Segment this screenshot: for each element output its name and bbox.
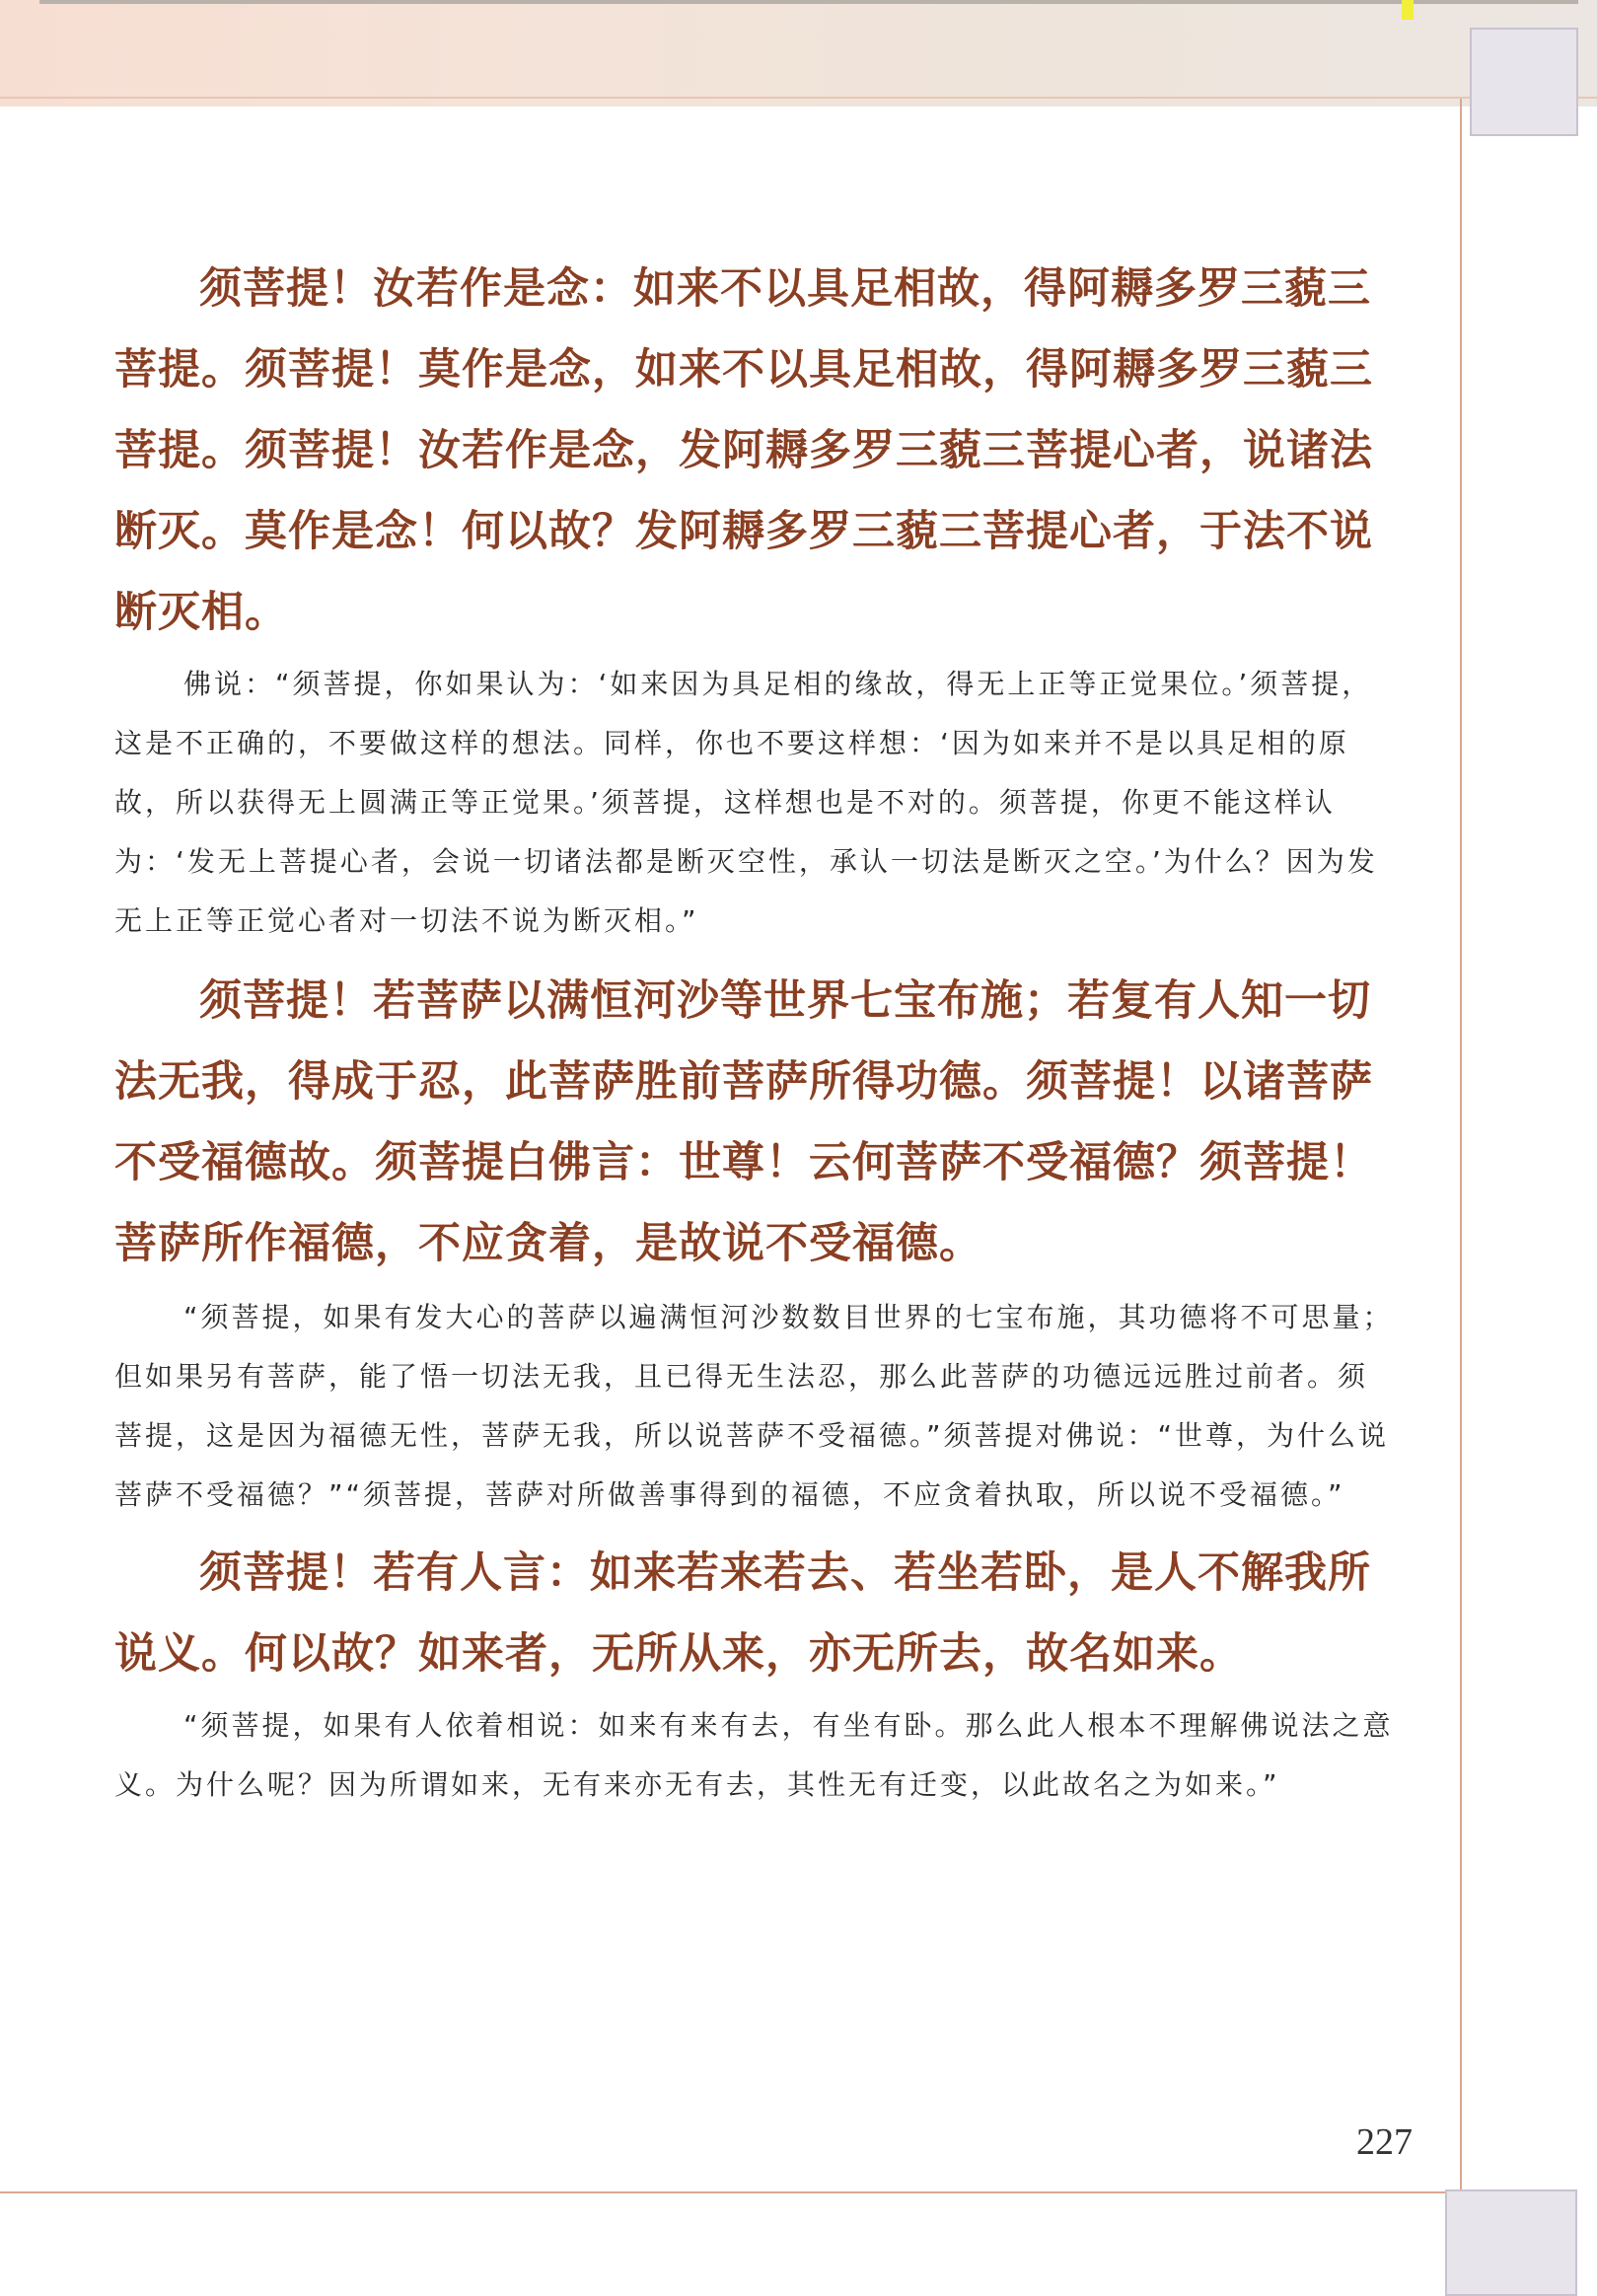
- frame-bottom-rule: [0, 2191, 1462, 2193]
- page-number: 227: [1356, 2121, 1413, 2163]
- sutra-passage-2: 须菩提！若菩萨以满恒河沙等世界七宝布施；若复有人知一切法无我，得成于忍，此菩萨胜前菩萨所得功德。须菩提！以诸菩萨不受福德故。须菩提白佛言：世尊！云何菩萨不受福德？须菩提！菩萨所作福德，不应贪着，是故说不受福德。: [114, 976, 1373, 1268]
- corner-decoration-bottom-right: [1445, 2189, 1577, 2296]
- page-top-edge: [39, 0, 1578, 4]
- sutra-passage-3: 须菩提！若有人言：如来若来若去、若坐若卧，是人不解我所说义。何以故？如来者，无所从来，亦无所去，故名如来。: [114, 1548, 1371, 1679]
- frame-vertical-rule: [1460, 99, 1462, 2194]
- header-rule: [0, 97, 1597, 99]
- page-body: [114, 249, 1397, 1815]
- translation-passage-2: “须菩提，如果有发大心的菩萨以遍满恒河沙数数目世界的七宝布施，其功德将不可思量；但如果另有菩萨，能了悟一切法无我，且已得无生法忍，那么此菩萨的功德远远胜过前者。须菩提，这是因为福德无性，菩萨无我，所以说菩萨不受福德。”须菩提对佛说：“世尊，为什么说菩萨不受福德？”“须菩提，菩萨对所做善事得到的福德，不应贪着执取，所以说不受福德。”: [114, 1301, 1394, 1511]
- translation-passage-1: 佛说：“须菩提，你如果认为：‘如来因为具足相的缘故，得无上正等正觉果位。’须菩提，这是不正确的，不要做这样的想法。同样，你也不要这样想：‘因为如来并不是以具足相的原故，所以获得无上圆满正等正觉果。’须菩提，这样想也是不对的。须菩提，你更不能这样认为：‘发无上菩提心者，会说一切诸法都是断灭空性，承认一切法是断灭之空。’为什么？因为发无上正等正觉心者对一切法不说为断灭相。”: [114, 668, 1378, 937]
- yellow-marker: [1402, 0, 1414, 20]
- translation-passage-3: “须菩提，如果有人依着相说：如来有来有去，有坐有卧。那么此人根本不理解佛说法之意义。为什么呢？因为所谓如来，无有来亦无有去，其性无有迁变，以此故名之为如来。”: [114, 1709, 1394, 1801]
- sutra-passage-1: 须菩提！汝若作是念：如来不以具足相故，得阿耨多罗三藐三菩提。须菩提！莫作是念，如来不以具足相故，得阿耨多罗三藐三菩提。须菩提！汝若作是念，发阿耨多罗三藐三菩提心者，说诸法断灭。莫作是念！何以故？发阿耨多罗三藐三菩提心者，于法不说断灭相。: [114, 264, 1373, 637]
- page-top-band: [0, 0, 1597, 107]
- corner-decoration-top-right: [1470, 28, 1578, 136]
